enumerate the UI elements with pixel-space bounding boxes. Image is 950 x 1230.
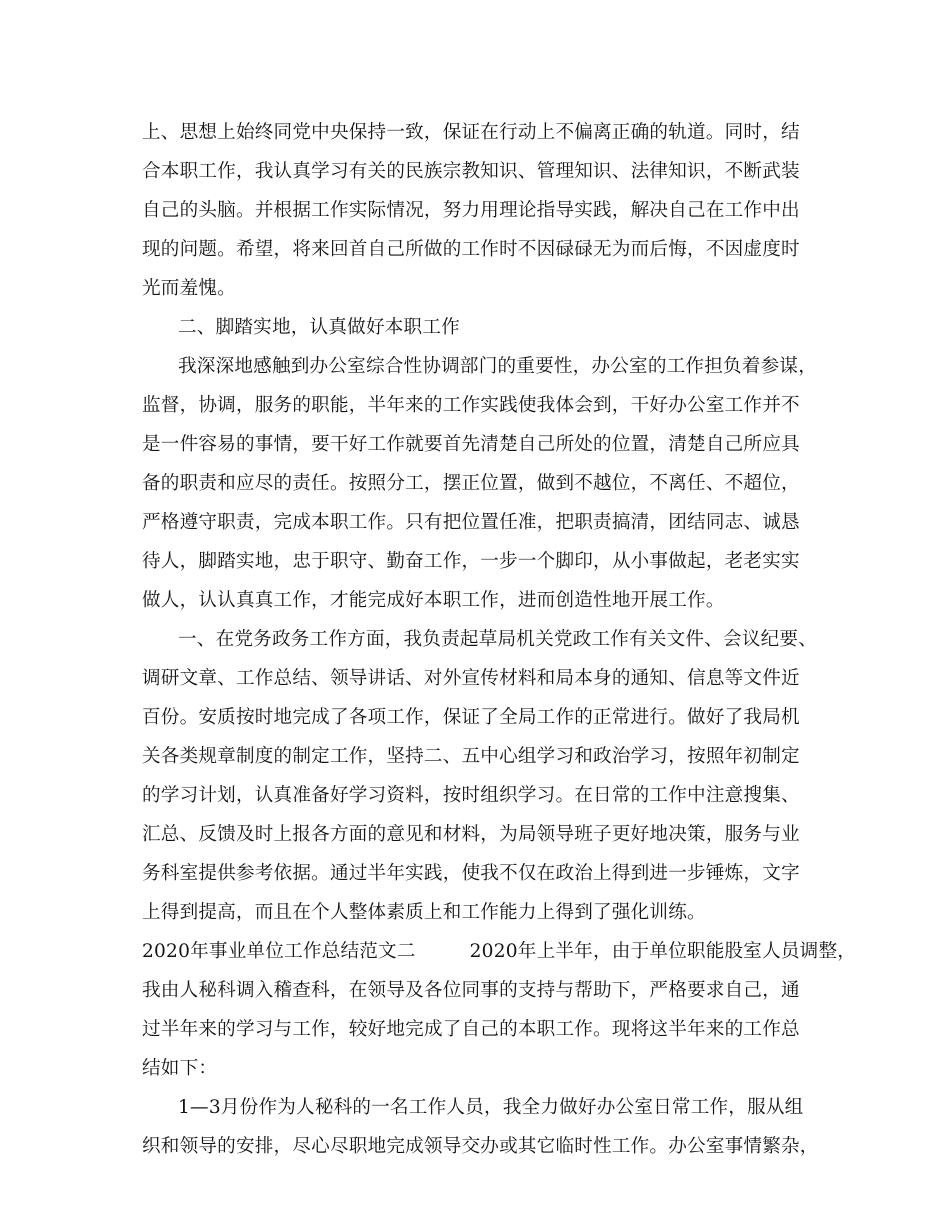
text-line: 我由人秘科调入稽查科，在领导及各位同事的支持与帮助下，严格要求自己，通	[142, 980, 800, 1001]
text-line: 自己的头脑。并根据工作实际情况，努力用理论指导实践，解决自己在工作中出	[142, 200, 800, 221]
text-line: 织和领导的安排，尽心尽职地完成领导交办或其它临时性工作。办公室事情繁杂，	[142, 1136, 819, 1157]
text-line: 备的职责和应尽的责任。按照分工，摆正位置，做到不越位，不离任、不超位，	[142, 473, 800, 494]
text-line: 过半年来的学习与工作，较好地完成了自己的本职工作。现将这半年来的工作总	[142, 1019, 800, 1040]
text-line: 关各类规章制度的制定工作，坚持二、五中心组学习和政治学习，按照年初制定	[142, 746, 800, 767]
text-line: 务科室提供参考依据。通过半年实践，使我不仅在政治上得到进一步锤炼，文字	[142, 863, 800, 884]
text-line: 我深深地感触到办公室综合性协调部门的重要性，办公室的工作担负着参谋，	[178, 356, 817, 377]
text-line: 做人，认认真真工作，才能完成好本职工作，进而创造性地开展工作。	[142, 590, 725, 611]
document-title: 2020年事业单位工作总结范文二	[142, 941, 416, 962]
text-line: 上得到提高，而且在个人整体素质上和工作能力上得到了强化训练。	[142, 902, 706, 923]
text-line: 现的问题。希望，将来回首自己所做的工作时不因碌碌无为而后悔，不因虚度时	[142, 239, 800, 260]
text-line: 汇总、反馈及时上报各方面的意见和材料，为局领导班子更好地决策，服务与业	[142, 824, 800, 845]
text-line: 合本职工作，我认真学习有关的民族宗教知识、管理知识、法律知识，不断武装	[142, 161, 800, 182]
text-line: 待人，脚踏实地，忠于职守、勤奋工作，一步一个脚印，从小事做起，老老实实	[142, 551, 800, 572]
text-line: 上、思想上始终同党中央保持一致，保证在行动上不偏离正确的轨道。同时，结	[142, 122, 800, 143]
text-line: 结如下：	[142, 1058, 218, 1079]
text-line: 光而羞愧。	[142, 278, 236, 299]
text-line: 1—3月份作为人秘科的一名工作人员，我全力做好办公室日常工作，服从组	[178, 1097, 804, 1118]
section-heading: 二、脚踏实地，认真做好本职工作	[178, 317, 460, 338]
text-line: 严格遵守职责，完成本职工作。只有把位置任准，把职责搞清，团结同志、诚恳	[142, 512, 800, 533]
text-line: 是一件容易的事情，要干好工作就要首先清楚自己所处的位置，清楚自己所应具	[142, 434, 800, 455]
title-line	[142, 935, 857, 969]
text-line: 百份。安质按时地完成了各项工作，保证了全局工作的正常进行。做好了我局机	[142, 707, 800, 728]
text-line: 监督，协调，服务的职能，半年来的工作实践使我体会到，干好办公室工作并不	[142, 395, 800, 416]
text-line: 一、在党务政务工作方面，我负责起草局机关党政工作有关文件、会议纪要、	[178, 629, 817, 650]
text-fragment: 2020年上半年，由于单位职能股室人员调整，	[469, 941, 857, 962]
text-line: 调研文章、工作总结、领导讲话、对外宣传材料和局本身的通知、信息等文件近	[142, 668, 800, 689]
text-line: 的学习计划，认真准备好学习资料，按时组织学习。在日常的工作中注意搜集、	[142, 785, 800, 806]
